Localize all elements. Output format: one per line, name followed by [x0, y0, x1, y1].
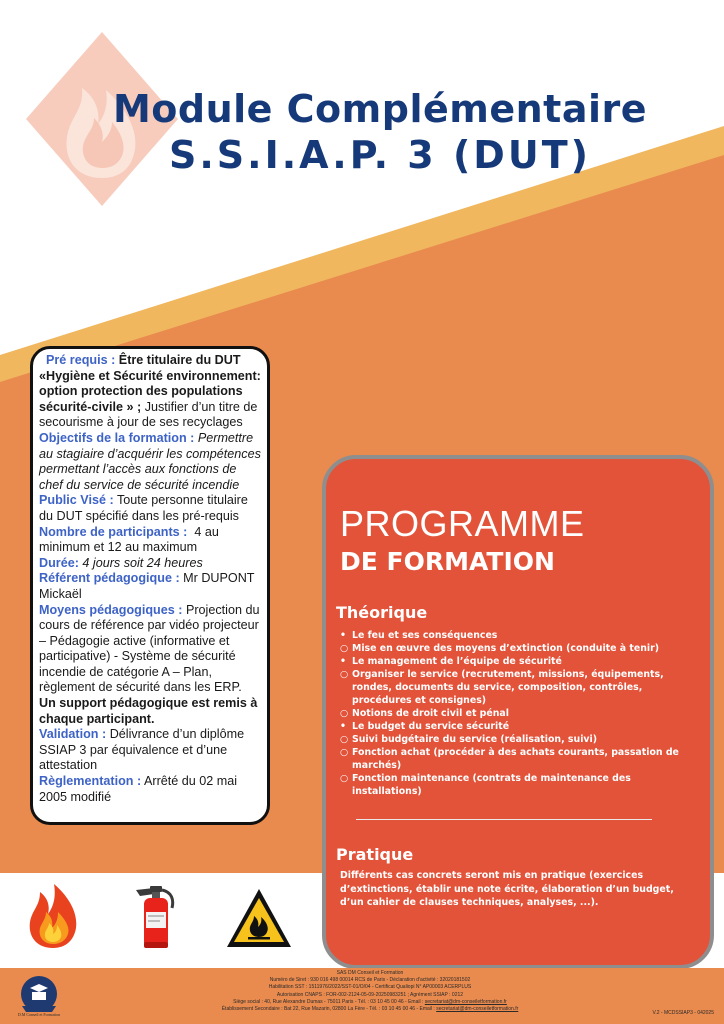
theorique-item: [340, 655, 700, 668]
validation-paragraph: [39, 727, 263, 774]
theorique-item-text: Fonction maintenance (contrats de maintenance des installations): [352, 773, 631, 797]
footer-legal-text: [160, 970, 580, 1013]
theorique-list: [340, 629, 700, 798]
objectifs-paragraph: [39, 431, 263, 493]
theorique-item-text: Organiser le service (recrutement, missions, équipements, rondes, documents du service, composition, contrôles, procédures et consignes): [352, 669, 664, 706]
footer-line4: [160, 999, 580, 1006]
theorique-item-text: Suivi budgétaire du service (réalisation, suivi): [352, 734, 598, 745]
theorique-item-text: Le management de l’équipe de sécurité: [352, 656, 562, 667]
referent-label: Référent pédagogique :: [39, 571, 180, 586]
theorique-subitem: [340, 733, 700, 746]
fire-icon: [26, 882, 80, 950]
bullet-icon: ○: [340, 747, 349, 758]
prerequis-label: Pré requis :: [46, 353, 116, 367]
public-text: Toute personne titulaire du DUT spécifié dans les pré-requis: [39, 493, 248, 523]
reglementation-label: Règlementation :: [39, 774, 142, 789]
reglementation-text: Arrêté du 02 mai 2005 modifié: [39, 774, 238, 804]
prerequis-bold: Être titulaire du DUT «Hygiène et Sécurité environnement: option protection des populations sécurité-civile » ;: [39, 353, 261, 414]
bullet-icon: ○: [340, 773, 349, 784]
theorique-item-text: Le feu et ses conséquences: [352, 630, 498, 641]
public-paragraph: [39, 493, 263, 524]
programme-box: [322, 455, 714, 969]
validation-text: Délivrance d’un diplôme SSIAP 3 par équivalence et d’une attestation: [39, 727, 245, 773]
theorique-subitem: [340, 707, 700, 720]
theorique-item-text: Notions de droit civil et pénal: [352, 708, 509, 719]
section-divider: [356, 819, 652, 820]
participants-text: 4 au minimum et 12 au maximum: [39, 524, 219, 555]
duree-paragraph: [39, 556, 263, 572]
footer-line3: Autorisation CNAPS : FOR-002-2124-05-09-20250983251 ; Agrément SSIAP : 0212: [276, 991, 464, 998]
theorique-item-text: Fonction achat (procéder à des achats courants, passation de marchés): [352, 747, 679, 771]
footer-email-link-2[interactable]: secretariat@dm-conseiletformation.fr: [436, 1006, 519, 1013]
theorique-item: [340, 629, 700, 642]
course-info-box: [30, 346, 270, 825]
moyens-text: Projection du cours de référence par vidéo projecteur – Pédagogie active (informative et participative) - Système de sécurité incendie de catégorie A – Plan, règlement de sécurité dans les ERP.: [39, 602, 260, 695]
theorique-subitem: [340, 772, 700, 798]
theorique-subitem: [340, 668, 700, 707]
participants-label: Nombre de participants :: [39, 524, 188, 539]
programme-title: PROGRAMME: [340, 503, 585, 544]
fire-extinguisher-icon: [128, 882, 178, 952]
validation-label: Validation :: [39, 727, 107, 742]
bullet-icon: •: [340, 630, 346, 641]
prerequis-text: Justifier d’un titre de secourisme à jour de ses recyclages: [39, 399, 258, 430]
pratique-text: Différents cas concrets seront mis en pratique (exercices d’extinctions, établir une note écrite, élaboration d’un budget, d’un cahier de clauses techniques, analyses, ...).: [340, 870, 674, 908]
participants-paragraph: [39, 525, 263, 556]
footer-line5: [160, 1006, 580, 1013]
theorique-subitem: [340, 642, 700, 655]
pratique-heading: Pratique: [336, 845, 414, 864]
duree-label: Durée:: [39, 555, 79, 570]
page-title-line1: Module Complémentaire: [112, 87, 648, 131]
document-version: V.2 - MCDSSIAP3 - 042025: [652, 1010, 714, 1016]
flammable-warning-sign-icon: [224, 886, 294, 950]
support-text: Un support pédagogique est remis à chaque participant.: [39, 696, 258, 726]
bullet-icon: ○: [340, 643, 349, 654]
objectifs-label: Objectifs de la formation :: [39, 430, 195, 445]
prerequis-paragraph: [39, 353, 263, 431]
public-label: Public Visé :: [39, 493, 114, 508]
footer-line1: Numéro de Siret : 930 016 498 00014 RCS de Paris - Déclaration d'activité : 32020181502: [269, 977, 471, 984]
bullet-icon: ○: [340, 669, 349, 680]
referent-text: Mr DUPONT Mickaël: [39, 571, 255, 601]
theorique-item-text: Mise en œuvre des moyens d’extinction (conduite à tenir): [352, 643, 660, 654]
bullet-icon: ○: [340, 734, 349, 745]
duree-text: 4 jours soit 24 heures: [82, 555, 203, 570]
footer-line4-text: Siège social : 40, Rue Alexandre Dumas - 75011 Paris - Tél. : 03 10 45 00 46 - Email :: [233, 998, 425, 1005]
footer-line5-text: Établissement Secondaire : Bat 22, Rue Mazarin, 02800 La Fère - Tél. : 03 10 45 00 46 - Email :: [221, 1006, 437, 1013]
theorique-item-text: Le budget du service sécurité: [352, 721, 510, 732]
referent-paragraph: [39, 571, 263, 602]
theorique-heading: Théorique: [336, 603, 428, 622]
objectifs-text: Permettre au stagiaire d’acquérir les compétences permettant l’accès aux fonctions de chef du service de sécurité incendie: [39, 430, 261, 492]
bullet-icon: •: [340, 656, 346, 667]
moyens-paragraph: [39, 603, 263, 697]
footer-email-link-1[interactable]: secretariat@dm-conseiletformation.fr: [424, 998, 507, 1005]
footer-company: SAS DM Conseil et Formation: [336, 970, 404, 976]
footer-line2: Habilitation SST : 1511976/2022/SST-01/O/04 - Certificat Qualiopi N° AP00003 ACERPLUS: [268, 984, 472, 991]
reglementation-paragraph: [39, 774, 263, 805]
programme-subtitle: DE FORMATION: [340, 547, 555, 576]
bullet-icon: •: [340, 721, 346, 732]
bullet-icon: ○: [340, 708, 349, 719]
theorique-subitem: [340, 746, 700, 772]
theorique-item: [340, 720, 700, 733]
page-title-line2: S.S.I.A.P. 3 (DUT): [169, 133, 591, 177]
logo-caption: D.M Conseil et Formation: [17, 1012, 61, 1017]
moyens-label: Moyens pédagogiques :: [39, 602, 183, 617]
